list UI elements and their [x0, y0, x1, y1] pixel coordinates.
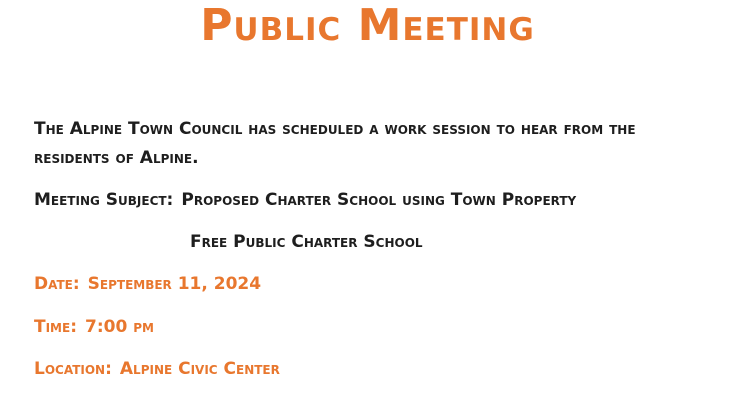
intro-text-line-2: residents of Alpine.: [34, 148, 199, 168]
time-value: 7:00 pm: [85, 317, 154, 337]
date-value: September 11, 2024: [87, 274, 262, 294]
meeting-subject-row: [34, 189, 576, 211]
time-row: [34, 316, 154, 338]
meeting-subject-label: Meeting Subject:: [34, 190, 174, 210]
intro-text-line-1: The Alpine Town Council has scheduled a work session to hear from the: [34, 119, 636, 139]
date-row: [34, 273, 261, 295]
meeting-subject-value: Proposed Charter School using Town Property: [181, 190, 577, 210]
meeting-subject-value-line-2: Free Public Charter School: [190, 232, 423, 252]
page-title: Public Meeting: [200, 0, 535, 51]
location-value: Alpine Civic Center: [119, 359, 280, 379]
time-label: Time:: [34, 317, 77, 337]
location-label: Location:: [34, 359, 112, 379]
date-label: Date:: [34, 274, 80, 294]
location-row: [34, 358, 280, 380]
